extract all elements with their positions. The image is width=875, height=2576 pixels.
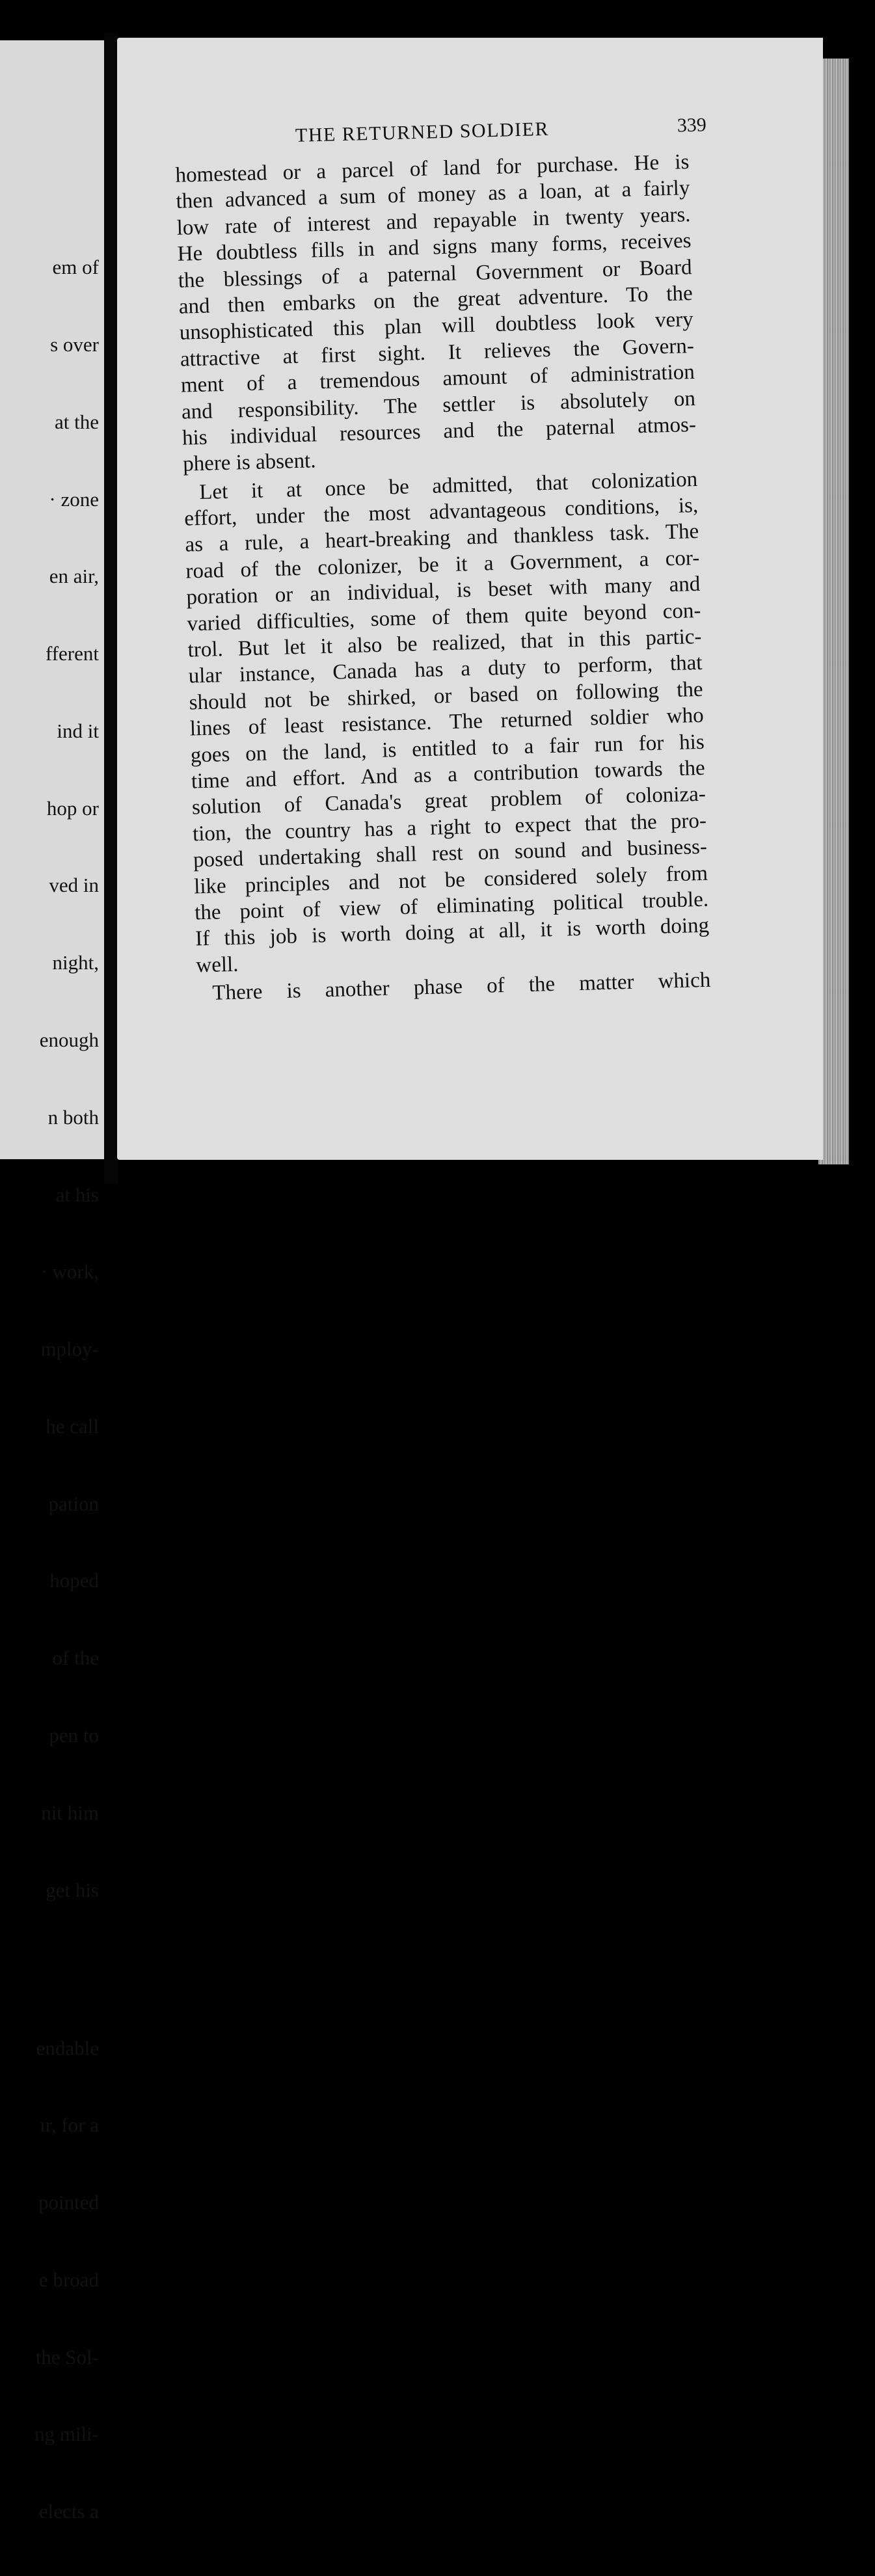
text-line: ment of a tremendous amount of administration (180, 360, 695, 397)
text-line: homestead or a parcel of land for purchase. He is (175, 150, 690, 187)
text-line: Let it at once be admitted, that colonization (198, 467, 698, 504)
left-page-text (0, 203, 99, 2576)
text-line: tion, the country has a right to expect that the pro- (192, 809, 707, 846)
text-line: time and effort. And as a contribution towards the (191, 756, 706, 794)
text-line: solution of Canada's great problem of coloniza- (191, 783, 707, 820)
text-line: phere is absent. (182, 449, 316, 476)
left-line: of the (52, 1646, 99, 1670)
left-line: elects a (38, 2500, 99, 2523)
left-line: pen to (49, 1724, 99, 1747)
text-line: the point of view of eliminating political trouble. (194, 887, 709, 925)
left-line: em of (52, 256, 99, 279)
left-line: endable (36, 2036, 99, 2059)
left-line: get his (46, 1878, 99, 1901)
left-line: hoped (49, 1569, 99, 1592)
page-number: 339 (677, 114, 707, 137)
left-line: en air, (49, 565, 99, 588)
text-line: and responsibility. The settler is absolutely on (181, 386, 696, 424)
text-line: well. (195, 952, 239, 978)
text-line: There is another phase of the matter which (212, 968, 711, 1005)
left-line: at his (55, 1183, 99, 1206)
body-text (175, 149, 711, 1007)
text-line: road of the colonizer, be it a Government, a cor- (185, 546, 700, 584)
left-line: e broad (38, 2268, 99, 2291)
left-line-gap (0, 1954, 99, 1983)
left-line: pation (48, 1492, 99, 1515)
text-line: and then embarks on the great adventure. To the (178, 281, 693, 319)
left-line: · zone (49, 487, 99, 511)
text-line: low rate of interest and repayable in twenty years. (176, 202, 691, 240)
left-line: ind it (57, 719, 99, 742)
text-line: then advanced a sum of money as a loan, at a fairly (176, 176, 690, 214)
right-page (117, 38, 823, 1160)
left-line: ng mili- (34, 2422, 99, 2446)
text-line: his individual resources and the paternal atmos- (182, 412, 697, 450)
left-line: fferent (45, 642, 99, 665)
text-line: the blessings of a paternal Government or Board (178, 255, 692, 293)
left-line: he call (46, 1414, 99, 1438)
left-line: n both (47, 1105, 99, 1129)
text-line: If this job is worth doing at all, it is worth doing (195, 914, 710, 951)
left-line: nit him (41, 1801, 99, 1824)
text-line: varied difficulties, some of them quite beyond con- (187, 598, 701, 636)
text-line: He doubtless fills in and signs many forms, receives (177, 229, 692, 266)
left-line: at the (55, 410, 99, 433)
left-line: the Sol- (35, 2345, 99, 2368)
left-line: ır, for a (40, 2113, 99, 2137)
left-page (0, 40, 104, 2523)
text-line: poration or an individual, is beset with many and (186, 572, 701, 610)
text-line: trol. But let it also be realized, that in this partic- (187, 624, 702, 662)
text-line: posed undertaking shall rest on sound and business- (193, 835, 708, 872)
left-line: night, (52, 951, 99, 974)
text-line: attractive at first sight. It relieves the Govern- (180, 334, 695, 371)
left-line: mploy- (40, 1337, 99, 1361)
scan-border (849, 59, 875, 1164)
left-line: pointed (38, 2191, 99, 2214)
text-line: unsophisticated this plan will doubtless look very (179, 308, 694, 345)
text-line: should not be shirked, or based on following the (189, 677, 703, 715)
running-head: THE RETURNED SOLDIER (295, 118, 550, 146)
page-edges (818, 59, 852, 1164)
left-line: hop or (46, 796, 99, 820)
left-line: · work, (40, 1260, 99, 1283)
text-line: goes on the land, is entitled to a fair run for his (190, 730, 705, 768)
left-line: enough (39, 1028, 99, 1051)
text-line: ular instance, Canada has a duty to perform, that (188, 651, 703, 688)
text-line: effort, under the most advantageous conditions, is, (183, 493, 699, 531)
left-line: s over (50, 332, 99, 356)
text-line: lines of least resistance. The returned soldier who (189, 704, 705, 741)
left-line: ved in (49, 874, 99, 897)
text-line: as a rule, a heart-breaking and thankless task. The (184, 520, 699, 557)
text-line: like principles and not be considered solely from (193, 861, 708, 898)
book-gutter (104, 33, 118, 1184)
page-content (143, 21, 787, 1005)
